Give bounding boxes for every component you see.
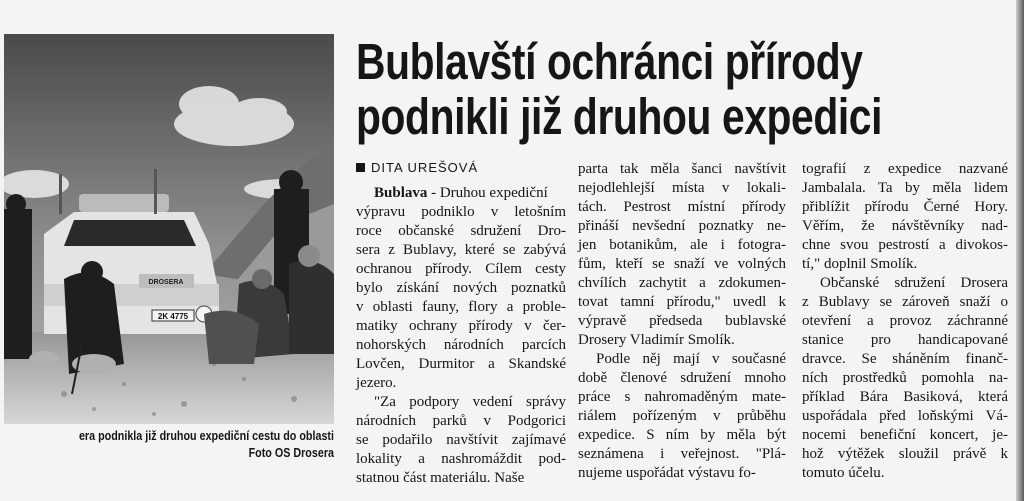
expedition-photo [4,34,334,424]
text-line: Občanské sdružení Drosera [820,275,1008,291]
text-line: matiky ochrany přírody v čer- [356,318,566,334]
text-line: jen botanikům, ale i fotogra- [578,237,786,253]
text-line: bylo získání nových poznatků [356,280,566,296]
text-line: expedice. S ním by měla být [578,427,786,443]
text-line: práce s nahromaděným mate- [578,389,786,405]
text-line: se podařilo navštívit zajímavé [356,432,566,448]
text-line: otevření a provoz záchranné [802,313,1008,329]
text-line: výpravu podniklo v letošním [356,204,566,220]
text-line: riálem pořízeným v průběhu [578,408,786,424]
text-line: ních prostředků pomohla na- [802,370,1008,386]
text-line: nejodlehlejší místa v lokali- [578,180,786,196]
caption-line: era podnikla již druhou expediční cestu do oblasti [78,429,334,443]
van-label: DROSERA [148,279,184,286]
text-line: tovat tamní přírodu," uvedl k [578,294,786,310]
text-line: výpravě předseda bublavské [578,313,786,329]
text-line: roce občanské sdružení Dro- [356,223,566,239]
text-line: chne svou pestrostí a divokos- [802,237,1008,253]
text-line: nocemi benefiční koncert, je- [802,427,1008,443]
text-line: seznámena i veřejnost. "Plá- [578,446,786,462]
text-line: jezero. [356,375,397,391]
text-line: národních parků v Podgorici [356,413,566,429]
text-line: ochranou přírody. Cílem cesty [356,261,566,277]
license-plate: 2K 4775 [157,312,189,321]
photo-credit: Foto OS Drosera [248,446,334,460]
text-line: dravce. Se sháněním finanč- [802,351,1008,367]
text-line: parta tak měla šanci navštívit [578,161,786,177]
article-headline [356,33,883,145]
text-line: době členové sdružení mnoho [578,370,786,386]
text-line: Věřím, že návštěvníky nad- [802,218,1008,234]
headline-line-1: Bublavští ochránci přírody [356,33,863,90]
text-line: fům, kteří se snaží ve volných [578,256,786,272]
text-line: Drosery Vladimír Smolík. [578,332,735,348]
text-line: v oblasti fauny, flory a proble- [356,299,566,315]
text-line: Bublava - Druhou expediční [374,185,548,201]
text-line: nujeme uspořádat výstavu fo- [578,465,756,481]
text-line: přiblížit přírodu Černé Hory. [802,199,1008,215]
text-line: nohorských národních parcích [356,337,566,353]
text-line: tografií z expedice nazvané [802,161,1008,177]
text-line: statnou část materiálu. Naše [356,470,525,486]
column-3-lines [802,160,1008,483]
column-1 [356,158,566,488]
text-line: "Za podpory vedení správy [374,394,566,410]
text-line: tomuto účelu. [802,465,885,481]
photo-caption [47,428,334,462]
text-line: Lovčen, Durmitor a Skandské [356,356,566,372]
column-2 [578,160,786,483]
text-line: přináší nevšední poznatky ne- [578,218,786,234]
text-line: tí," doplnil Smolík. [802,256,918,272]
dateline: Bublava [374,185,428,201]
column-3 [802,160,1008,483]
text-line: tách. Pestrost místní přírody [578,199,786,215]
author-name: DITA UREŠOVÁ [371,159,479,175]
text-line: příklad Bára Basiková, která [802,389,1008,405]
scan-edge [1016,0,1024,501]
text-line: lokality a nashromáždit pod- [356,451,566,467]
byline [356,158,566,176]
column-2-lines [578,160,786,483]
text-line: uspořádala před loňskými Vá- [802,408,1008,424]
headline-line-2: podnikli již druhou expedici [356,88,883,145]
text-line: stanice pro handicapované [802,332,1008,348]
text-line: sera z Bublavy, které se zabývá [356,242,566,258]
text-line: Podle něj mají v současné [596,351,786,367]
text-line: Jambalala. Ta by měla lidem [802,180,1008,196]
text-line: z Bublavy se zároveň snaží o [802,294,1008,310]
text-line: hož výtěžek sloužil právě k [802,446,1008,462]
column-1-lines [356,203,566,488]
text-line: chvílích zachytit a zdokumen- [578,275,786,291]
byline-square-icon [356,163,365,172]
